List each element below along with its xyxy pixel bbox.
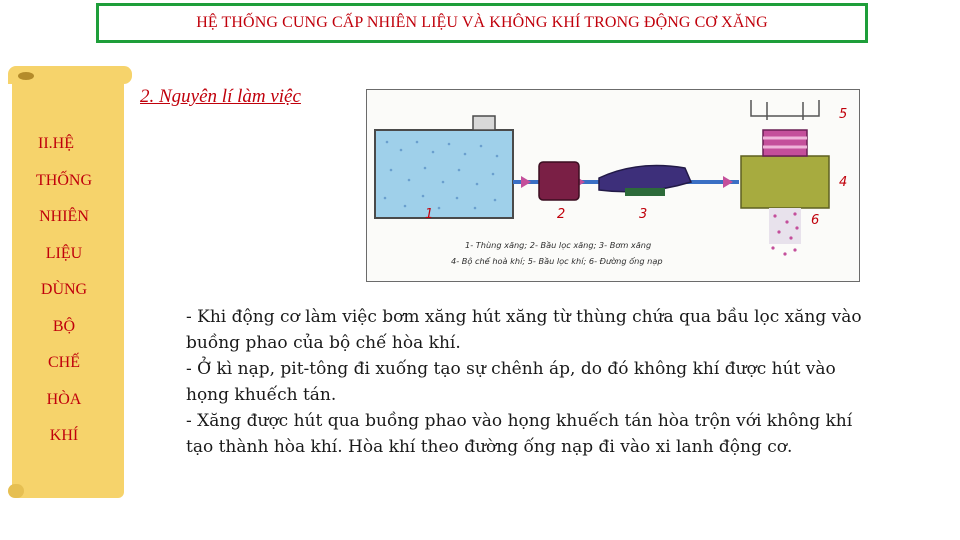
carburetor <box>741 156 829 208</box>
fuel-system-diagram <box>366 89 860 282</box>
label-1: 1 <box>425 207 434 222</box>
fuel-tank-cap <box>473 116 495 130</box>
scroll-curl-bottom <box>8 484 24 498</box>
paragraph: - Xăng được hút qua buồng phao vào họng khuếch tán hòa trộn với không khí tạo thành hòa khí. Hòa khí theo đường ống nạp đi vào xi lanh động cơ. <box>186 411 853 457</box>
scroll-curl-dot <box>18 72 34 80</box>
label-6: 6 <box>811 213 820 228</box>
side-line: KHÍ <box>49 427 79 444</box>
side-line: LIỆU <box>45 244 83 262</box>
pipe-arrow <box>521 176 531 188</box>
air-inlet <box>751 100 819 116</box>
fuel-filter <box>539 162 579 200</box>
side-line: THỐNG <box>36 171 92 189</box>
legend-line-1: 1- Thùng xăng; 2- Bầu lọc xăng; 3- Bơm xăng <box>465 240 652 250</box>
side-line: II.HỆ <box>38 135 74 152</box>
legend-line-2: 4- Bộ chế hoà khí; 5- Bầu lọc khí; 6- Đường ống nạp <box>451 256 663 266</box>
side-line: HÒA <box>46 390 82 408</box>
title-box <box>96 3 868 43</box>
side-line: DÙNG <box>40 281 88 298</box>
section-subtitle: 2. Nguyên lí làm việc <box>140 86 301 107</box>
paragraph: - Khi động cơ làm việc bơm xăng hút xăng từ thùng chứa qua bầu lọc xăng vào buồng phao của bộ chế hòa khí. <box>186 307 862 353</box>
air-filter <box>763 130 807 156</box>
diagram-svg <box>367 90 859 281</box>
fuel-pump <box>599 166 691 192</box>
fuel-pump-base <box>625 188 665 196</box>
pipe-arrow <box>723 176 733 188</box>
description-text <box>186 304 866 460</box>
section-heading-vertical <box>12 132 116 461</box>
side-line: BỘ <box>52 317 76 335</box>
side-line: NHIÊN <box>39 208 89 225</box>
label-2: 2 <box>557 207 566 222</box>
side-line: CHẾ <box>48 354 80 371</box>
paragraph: - Ở kì nạp, pit-tông đi xuống tạo sự chênh áp, do đó không khí được hút vào họng khuếch tán. <box>186 359 836 405</box>
label-4: 4 <box>839 175 848 190</box>
label-5: 5 <box>839 107 848 122</box>
label-3: 3 <box>639 207 648 222</box>
page-title: HỆ THỐNG CUNG CẤP NHIÊN LIỆU VÀ KHÔNG KHÍ TRONG ĐỘNG CƠ XĂNG <box>196 14 768 31</box>
